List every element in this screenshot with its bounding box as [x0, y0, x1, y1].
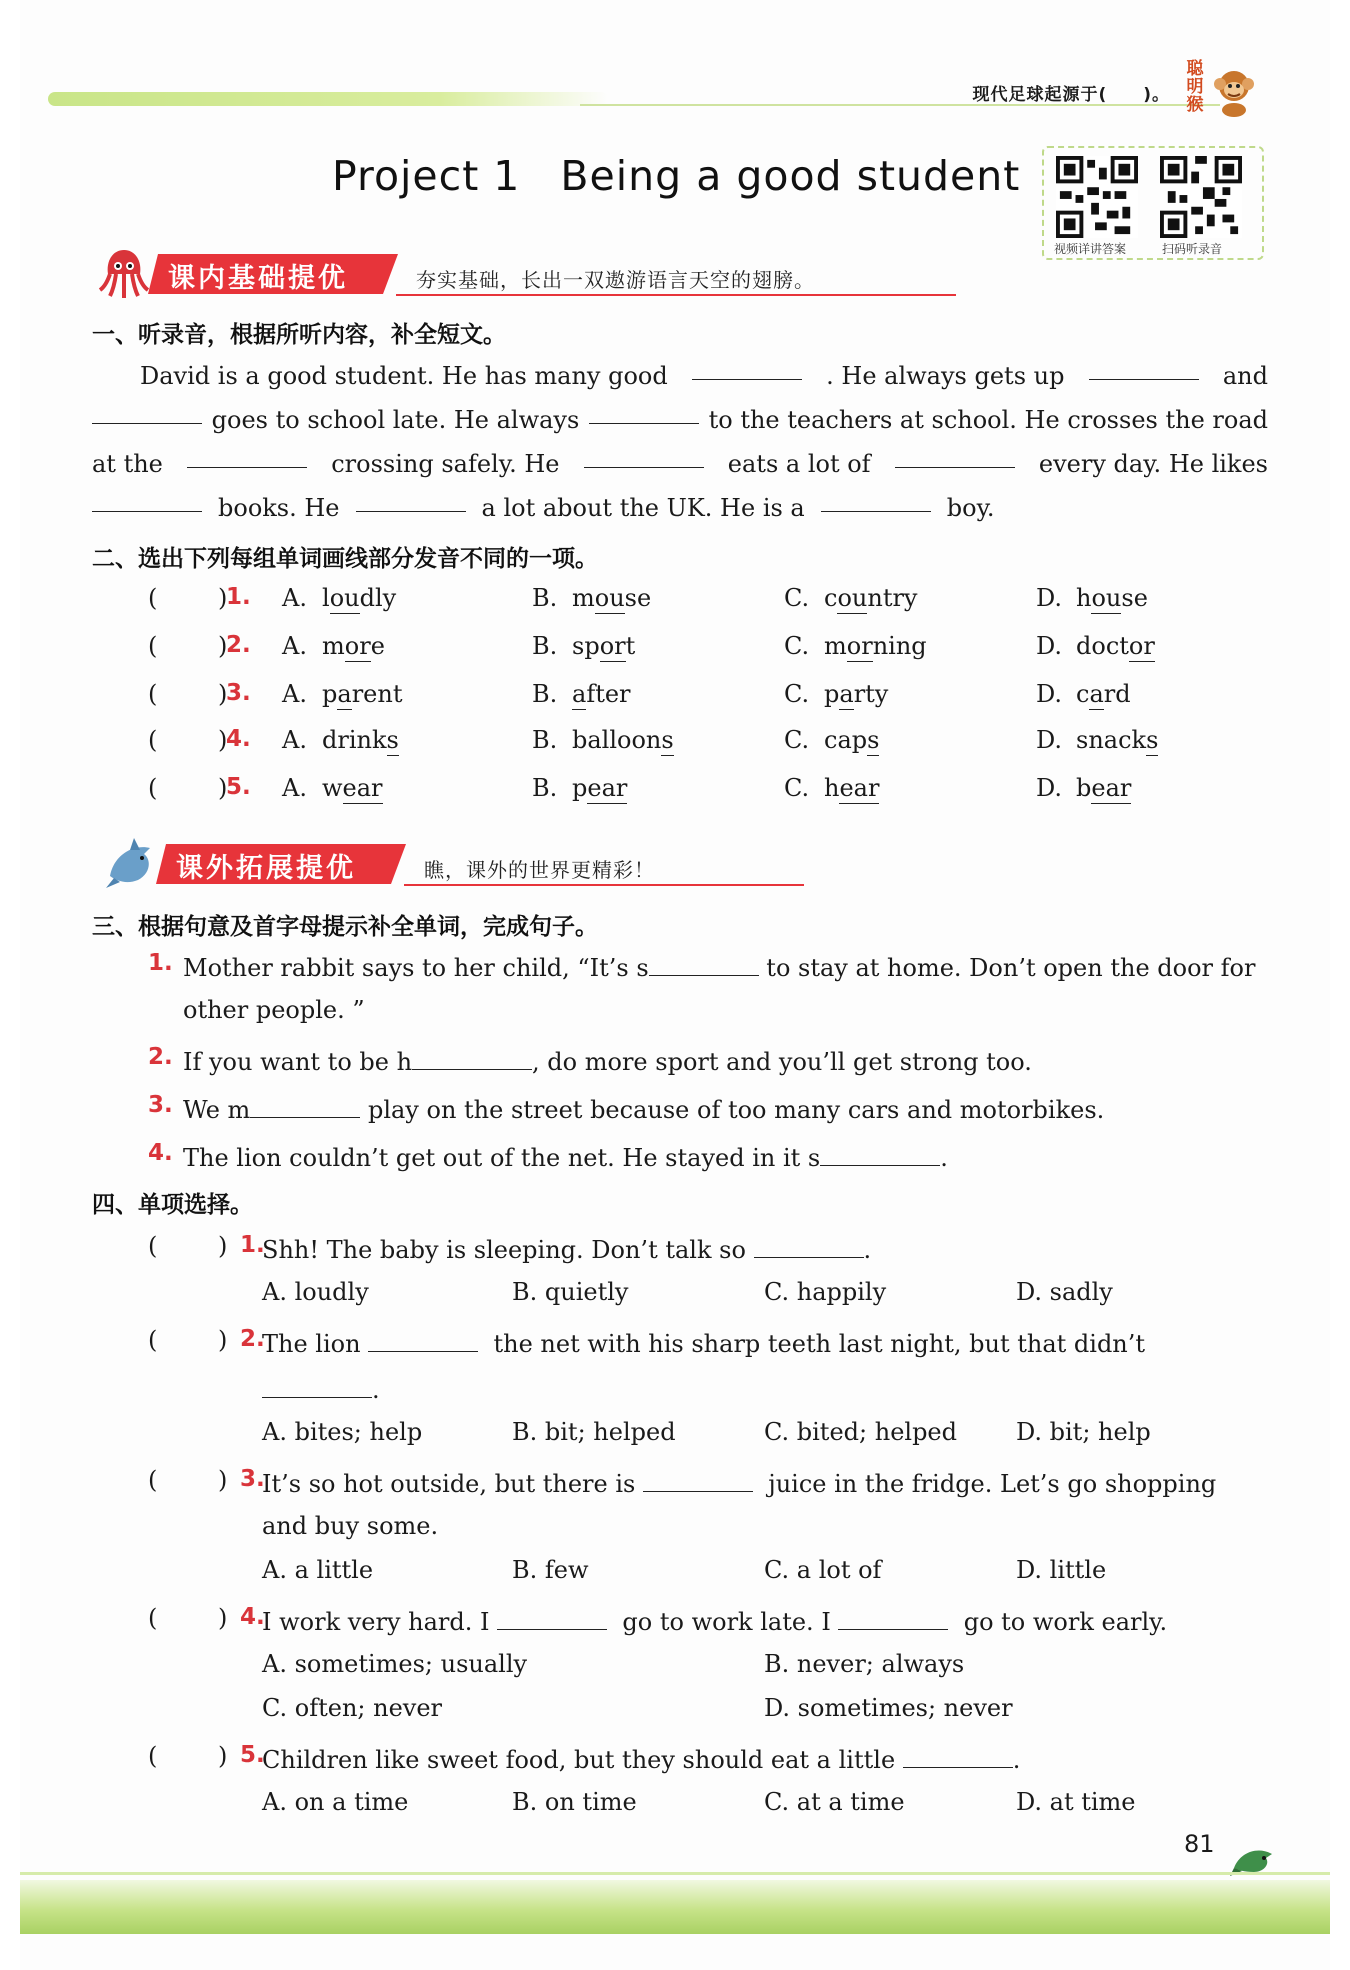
option-a[interactable]	[282, 774, 383, 802]
passage-text: eats a lot of	[727, 450, 871, 478]
question-number: 5.	[240, 1742, 265, 1768]
answer-blank[interactable]	[584, 442, 704, 468]
answer-blank[interactable]	[187, 442, 307, 468]
question-text-after: , do more sport and you’ll get strong too.	[532, 1048, 1032, 1076]
option-a[interactable]	[282, 726, 399, 754]
underlined-sound: ou	[594, 584, 625, 612]
word-prefix: p	[572, 774, 588, 802]
answer-blank[interactable]	[1089, 354, 1199, 380]
banner-motto: 夯实基础，长出一双遨游语言天空的翅膀。	[416, 268, 815, 292]
brand-char: 聪	[1186, 59, 1204, 79]
option-a[interactable]: A. loudly	[262, 1278, 369, 1306]
passage-text: a lot about the UK. He is a	[481, 494, 805, 522]
underlined-sound: a	[572, 680, 587, 708]
project-name: Being a good student	[560, 152, 1021, 200]
section-banner-basic	[96, 252, 956, 296]
banner-title: 课外拓展提优	[176, 853, 356, 884]
option-c[interactable]	[784, 774, 879, 802]
question-number: 3.	[240, 1466, 265, 1492]
passage-text: David is a good student. He has many good	[140, 362, 668, 390]
answer-blank[interactable]	[368, 1326, 478, 1352]
word-prefix: drink	[322, 726, 387, 754]
option-c[interactable]: C. at a time	[764, 1788, 905, 1816]
underlined-sound: ear	[342, 774, 383, 802]
word-suffix: e	[370, 632, 385, 660]
option-b[interactable]: B. bit; helped	[512, 1418, 676, 1446]
answer-blank[interactable]	[895, 442, 1015, 468]
question-text-after: .	[940, 1144, 948, 1172]
question-end: .	[863, 1236, 872, 1264]
option-letter: A.	[282, 680, 307, 708]
question-number: 4.	[148, 1140, 173, 1166]
question-text-cont: other people. ”	[183, 996, 365, 1024]
passage-text: . He always gets up	[826, 362, 1065, 390]
header-bar	[48, 92, 608, 106]
question-text	[183, 1140, 948, 1172]
word-suffix: se	[1121, 584, 1148, 612]
word-prefix: m	[322, 632, 345, 660]
passage-text: goes to school late. He always	[211, 406, 580, 434]
underlined-sound: ou	[837, 584, 868, 612]
answer-paren-left[interactable]: (	[148, 774, 158, 802]
question-text-before: The lion couldn’t get out of the net. He stayed in it s	[183, 1144, 821, 1172]
option-letter: D.	[1036, 632, 1063, 660]
underlined-sound: s	[661, 726, 674, 754]
passage-text: crossing safely. He	[331, 450, 560, 478]
question-stem-cont: go to work late. I	[622, 1608, 831, 1636]
option-c[interactable]: C. often; never	[262, 1694, 443, 1722]
answer-blank[interactable]	[356, 486, 466, 512]
underlined-sound: or	[1128, 632, 1155, 660]
passage-line	[92, 486, 1268, 530]
part3-heading: 三、根据句意及首字母提示补全单词，完成句子。	[92, 914, 598, 940]
answer-blank[interactable]	[262, 1372, 372, 1398]
underlined-sound: ear	[839, 774, 880, 802]
option-letter: B.	[532, 584, 558, 612]
word-prefix: l	[322, 584, 330, 612]
answer-paren-right[interactable]: )	[218, 726, 228, 754]
question-stem: Children like sweet food, but they should eat a little	[262, 1746, 896, 1774]
option-letter: C.	[784, 584, 810, 612]
underlined-sound: a	[839, 680, 854, 708]
listening-passage	[92, 354, 1268, 534]
option-a[interactable]: A. bites; help	[262, 1418, 423, 1446]
qr-code-panel	[1042, 146, 1264, 260]
word-prefix: balloon	[572, 726, 662, 754]
question-stem: Shh! The baby is sleeping. Don’t talk so	[262, 1236, 746, 1264]
option-d[interactable]	[1036, 774, 1131, 802]
answer-paren-left[interactable]: (	[148, 726, 158, 754]
passage-text: boy.	[946, 494, 995, 522]
option-letter: C.	[784, 632, 810, 660]
banner-underline	[404, 884, 804, 886]
section-banner-extension	[104, 842, 804, 886]
answer-paren-left[interactable]: (	[148, 584, 158, 612]
answer-paren-left[interactable]: (	[148, 680, 158, 708]
answer-blank[interactable]	[820, 1140, 940, 1166]
answer-blank[interactable]	[692, 354, 802, 380]
option-b[interactable]	[532, 680, 631, 708]
word-prefix: p	[322, 680, 338, 708]
option-c[interactable]	[784, 726, 879, 754]
option-d[interactable]: D. sometimes; never	[764, 1694, 1013, 1722]
word-prefix: m	[572, 584, 595, 612]
page-title	[332, 152, 1020, 200]
question-stem: I work very hard. I	[262, 1608, 490, 1636]
word-prefix: m	[824, 632, 847, 660]
header-riddle: 现代足球起源于( )。	[972, 85, 1170, 105]
question-number: 2.	[226, 632, 251, 658]
option-letter: D.	[1036, 584, 1063, 612]
answer-blank[interactable]	[838, 1604, 948, 1630]
word-prefix: h	[824, 774, 840, 802]
project-label: Project 1	[332, 152, 521, 200]
answer-paren-right[interactable]: )	[218, 632, 228, 660]
option-letter: A.	[282, 774, 307, 802]
option-c[interactable]	[784, 584, 918, 612]
option-c[interactable]	[784, 632, 927, 660]
option-c[interactable]: C. happily	[764, 1278, 887, 1306]
answer-blank[interactable]	[649, 950, 759, 976]
question-text	[183, 1092, 1104, 1124]
answer-blank[interactable]	[250, 1092, 360, 1118]
question-text-after: to stay at home. Don’t open the door for	[766, 954, 1256, 982]
question-text-cont: and buy some.	[262, 1512, 439, 1540]
word-suffix: rd	[1103, 680, 1131, 708]
question-text	[262, 1466, 1216, 1498]
option-a[interactable]: A. a little	[262, 1556, 374, 1584]
word-prefix: snack	[1076, 726, 1147, 754]
underlined-sound: or	[344, 632, 371, 660]
passage-line	[92, 354, 1268, 398]
option-d[interactable]: D. at time	[1016, 1788, 1136, 1816]
passage-line	[92, 442, 1268, 486]
option-b[interactable]	[532, 726, 674, 754]
underlined-sound: a	[337, 680, 352, 708]
underlined-sound: or	[599, 632, 626, 660]
option-letter: C.	[784, 680, 810, 708]
option-b[interactable]: B. never; always	[764, 1650, 965, 1678]
word-suffix: t	[625, 632, 636, 660]
brand-char: 猴	[1186, 95, 1204, 115]
question-number: 3.	[148, 1092, 173, 1118]
question-stem-cont: the net with his sharp teeth last night, but that didn’t	[493, 1330, 1146, 1358]
option-letter: D.	[1036, 726, 1063, 754]
question-text	[183, 1044, 1032, 1076]
part2-heading: 二、选出下列每组单词画线部分发音不同的一项。	[92, 546, 598, 572]
answer-blank[interactable]	[821, 486, 931, 512]
passage-text: at the	[92, 450, 163, 478]
qr-code-video-icon[interactable]	[1056, 156, 1138, 238]
passage-text: and	[1222, 362, 1268, 390]
question-text	[262, 1604, 1167, 1636]
question-number: 1.	[226, 584, 251, 610]
question-text-cont	[262, 1372, 380, 1404]
word-suffix: ntry	[867, 584, 918, 612]
question-number: 2.	[148, 1044, 173, 1070]
option-a[interactable]	[282, 680, 402, 708]
question-number: 4.	[226, 726, 251, 752]
option-c[interactable]: C. a lot of	[764, 1556, 882, 1584]
option-letter: D.	[1036, 680, 1063, 708]
option-b[interactable]	[532, 584, 651, 612]
word-prefix: cap	[824, 726, 868, 754]
option-a[interactable]: A. sometimes; usually	[262, 1650, 528, 1678]
answer-paren-right[interactable]: )	[218, 680, 228, 708]
question-text	[183, 950, 1255, 982]
brand-char: 明	[1186, 77, 1204, 97]
page-number: 81	[1184, 1830, 1215, 1858]
option-letter: A.	[282, 632, 307, 660]
option-letter: A.	[282, 584, 307, 612]
part4-heading: 四、单项选择。	[92, 1192, 253, 1218]
question-text-before: If you want to be h	[183, 1048, 413, 1076]
dolphin-mascot-icon	[104, 836, 160, 892]
question-text-before: We m	[183, 1096, 251, 1124]
word-suffix: rent	[351, 680, 403, 708]
question-stem-cont: juice in the fridge. Let’s go shopping	[768, 1470, 1217, 1498]
answer-blank[interactable]	[497, 1604, 607, 1630]
option-letter: B.	[532, 680, 558, 708]
word-suffix: rty	[853, 680, 889, 708]
option-a[interactable]	[282, 632, 385, 660]
underlined-sound: a	[1089, 680, 1104, 708]
monkey-mascot-icon	[1212, 66, 1258, 118]
question-number: 2.	[240, 1326, 265, 1352]
question-number: 5.	[226, 774, 251, 800]
banner-underline	[396, 294, 956, 296]
answer-paren-right[interactable]: )	[218, 584, 228, 612]
word-prefix: sp	[572, 632, 600, 660]
underlined-sound: ou	[329, 584, 360, 612]
option-a[interactable]	[282, 584, 396, 612]
word-prefix: b	[1076, 774, 1092, 802]
word-prefix: p	[824, 680, 840, 708]
answer-blank[interactable]	[903, 1742, 1013, 1768]
passage-text: every day. He likes	[1038, 450, 1268, 478]
question-text	[262, 1232, 871, 1264]
question-end: .	[1012, 1746, 1021, 1774]
underlined-sound: ou	[1091, 584, 1122, 612]
passage-line	[92, 398, 1268, 442]
option-letter: A.	[282, 726, 307, 754]
answer-blank[interactable]	[589, 398, 699, 424]
underlined-sound: ear	[587, 774, 628, 802]
underlined-sound: s	[1146, 726, 1159, 754]
option-letter: B.	[532, 632, 558, 660]
option-letter: B.	[532, 726, 558, 754]
brand-logo	[1178, 60, 1212, 114]
word-prefix: c	[1076, 680, 1090, 708]
option-a[interactable]: A. on a time	[262, 1788, 409, 1816]
word-prefix: w	[322, 774, 343, 802]
word-prefix: c	[824, 584, 838, 612]
word-prefix: h	[1076, 584, 1092, 612]
part1-heading: 一、听录音，根据所听内容，补全短文。	[92, 322, 506, 348]
passage-text: to the teachers at school. He crosses the road	[708, 406, 1268, 434]
option-b[interactable]: B. on time	[512, 1788, 637, 1816]
option-d[interactable]: D. little	[1016, 1556, 1107, 1584]
answer-paren-right[interactable]: )	[218, 774, 228, 802]
option-d[interactable]	[1036, 726, 1158, 754]
banner-title: 课内基础提优	[168, 263, 348, 294]
question-end: .	[372, 1376, 380, 1404]
question-stem-end: go to work early.	[963, 1608, 1168, 1636]
option-b[interactable]	[532, 632, 635, 660]
passage-text: books. He	[218, 494, 340, 522]
answer-blank[interactable]	[754, 1232, 864, 1258]
word-suffix: se	[624, 584, 652, 612]
option-letter: D.	[1036, 774, 1063, 802]
option-d[interactable]: D. bit; help	[1016, 1418, 1151, 1446]
question-number: 1.	[240, 1232, 265, 1258]
question-number: 3.	[226, 680, 251, 706]
word-suffix: ning	[872, 632, 927, 660]
workbook-page: 现代足球起源于( )。 聪 明 猴 Project 1 Being a good student 视频详讲答案 扫码听录音 课内基础提优 夯实基础，长出一双遨游语言天空的翅膀。 一、听录音，根据所听内容，补全短文。 David is a good student. He has many good . He always gets up and goes to school late. He always to the teachers at school. He crosses the road at the crossing safely. He eats a lot of every day. He likes books. He a lot about the UK. He is a boy. 二、选出下列每组单词画线部分发音不同的一项。 ( ) 1. A. loudly B. mouse C. country D. house ( ) 2. A. more B. sport C. morning D. doctor ( ) 3. A. parent B. after C. party D. card ( ) 4. A. drinks B. balloons C. caps D. snacks ( ) 5. A. wear B. pear C. hear D. bear 课外拓展提优 瞧，课外的世界更精彩！ 三、根据句意及首字母提示补全单词，完成句子。 1. Mother rabbit says to her child, “It’s s to stay at home. Don’t open the door for other people. ” 2. If you want to be h , do more sport and you’ll get strong too. 3. We m play on the street because of too many cars and motorbikes. 4. The lion couldn’t get out of the net. He stayed in it s . 四、单项选择。 ( ) 1. Shh! The baby is sleeping. Don’t talk so . A. loudly B. quietly C. happily D. sadly ( ) 2. The lion the net with his sharp teeth last night, but that didn’t . A. bites; help B. bit; helped C. bited; helped D. bit; help ( ) 3. It’s so hot outside, but there is juice in the fridge. Let’s go shopping and buy some. A. a little B. few C. a lot of D. little ( ) 4. I work very hard. I go to work late. I go to work early. A. sometimes; usually B. never; always C. often; never D. sometimes; never ( ) 5. Children like sweet food, but they should eat a little . A. on a time B. on time C. at a time D. at time 81	[20, 0, 1330, 1970]
option-c[interactable]	[784, 680, 888, 708]
squid-mascot-icon	[96, 246, 152, 302]
option-c[interactable]: C. bited; helped	[764, 1418, 957, 1446]
qr-label-audio: 扫码听录音	[1162, 242, 1223, 256]
option-letter: C.	[784, 726, 810, 754]
banner-motto: 瞧，课外的世界更精彩！	[424, 858, 655, 882]
footer-rule	[20, 1872, 1330, 1875]
answer-blank[interactable]	[92, 398, 202, 424]
underlined-sound: s	[867, 726, 880, 754]
option-b[interactable]: B. quietly	[512, 1278, 629, 1306]
question-text	[262, 1742, 1020, 1774]
answer-blank[interactable]	[412, 1044, 532, 1070]
question-stem: It’s so hot outside, but there is	[262, 1470, 636, 1498]
underlined-sound: ear	[1091, 774, 1132, 802]
word-suffix: dly	[359, 584, 397, 612]
option-letter: C.	[784, 774, 810, 802]
question-stem: The lion	[262, 1330, 361, 1358]
word-suffix: fter	[586, 680, 631, 708]
underlined-sound: or	[846, 632, 873, 660]
answer-blank[interactable]	[92, 486, 202, 512]
question-text-after: play on the street because of too many cars and motorbikes.	[367, 1096, 1105, 1124]
word-prefix: doct	[1076, 632, 1129, 660]
option-b[interactable]	[532, 774, 627, 802]
question-number: 1.	[148, 950, 173, 976]
underlined-sound: s	[386, 726, 399, 754]
option-d[interactable]	[1036, 632, 1155, 660]
footer-bar	[20, 1880, 1330, 1934]
qr-label-video: 视频详讲答案	[1054, 242, 1127, 256]
option-d[interactable]	[1036, 584, 1148, 612]
question-text-before: Mother rabbit says to her child, “It’s s	[183, 954, 649, 982]
qr-code-audio-icon[interactable]	[1160, 156, 1242, 238]
question-number: 4.	[240, 1604, 265, 1630]
question-text	[262, 1326, 1145, 1358]
answer-paren-left[interactable]: (	[148, 632, 158, 660]
answer-blank[interactable]	[643, 1466, 753, 1492]
option-b[interactable]: B. few	[512, 1556, 589, 1584]
option-d[interactable]	[1036, 680, 1131, 708]
option-letter: B.	[532, 774, 558, 802]
option-d[interactable]: D. sadly	[1016, 1278, 1113, 1306]
